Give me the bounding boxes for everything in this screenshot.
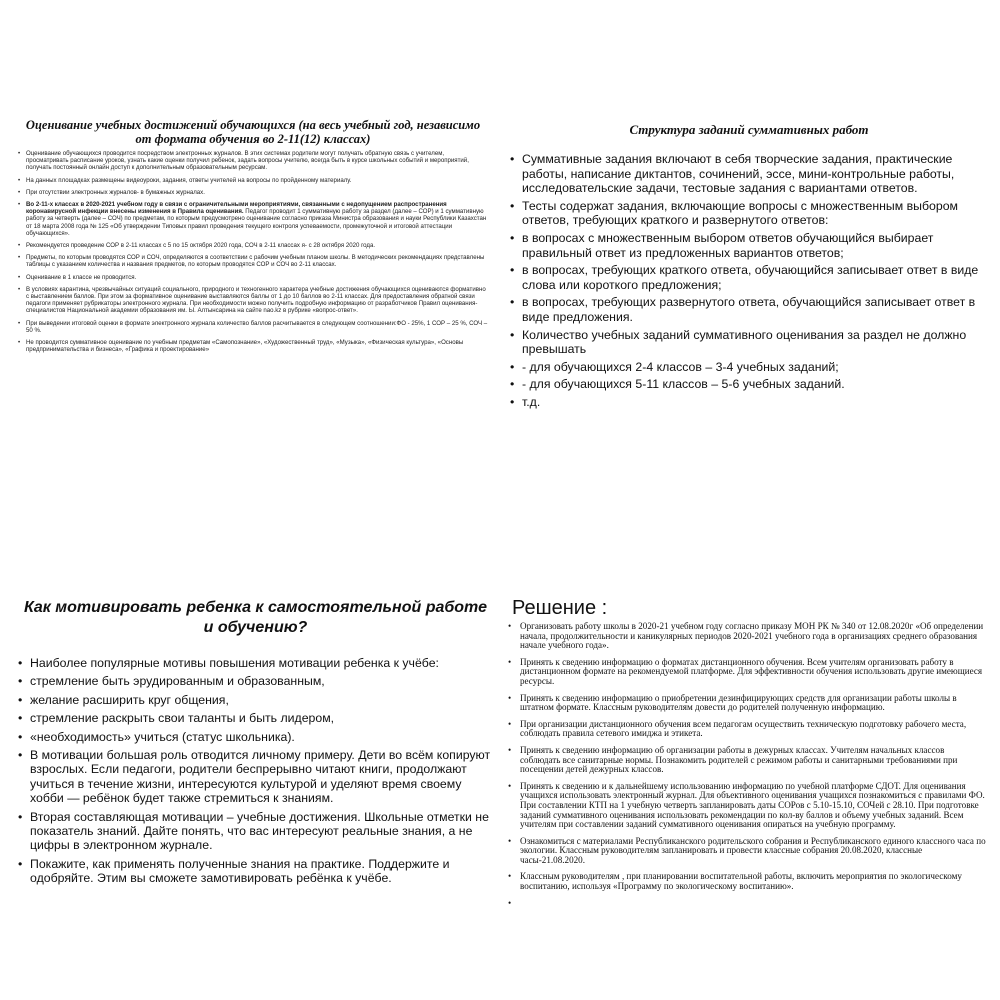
list-item: • Принять к сведению информацию об организации работы в дежурных классах. Учителям начальных классов соблюдать все санитарные нормы. Познакомить родителей с режимом работы и санитарными требованиями при посещении детей дежурных классов. — [506, 746, 986, 775]
bullet-list — [18, 656, 493, 886]
list-item: • Предметы, по которым проводятся СОР и СОЧ, определяются в соответствии с рабочим учебным планом школы. В методических рекомендациях представлены таблицы с указанием количества и названия предметов, по которым проводятся СОР и СОЧ во 2-11 классах. — [18, 254, 488, 268]
list-item: • в вопросах, требующих развернутого ответа, обучающийся записывает ответ в виде предложения. — [510, 295, 988, 324]
list-item: • Организовать работу школы в 2020-21 учебном году согласно приказу МОН РК № 340 от 12.08.2020г «Об определении начала, продолжительности и каникулярных периодов 2020-2021 учебного года в организациях среднего образования начале учебного года». — [506, 622, 986, 651]
list-item: • Ознакомиться с материалами Республиканского родительского собрания и Республиканского единого классного часа по экологии. Классным руководителям запланировать и провести классные собрания 20.08.2020, классные часы-21.08.2020. — [506, 837, 986, 866]
bullet-list — [506, 622, 986, 892]
list-item: • Не проводится суммативное оценивание по учебным предметам «Самопознание», «Художественный труд», «Музыка», «Физическая культура», «Основы предпринимательства и бизнеса», «Графика и проектирование» — [18, 339, 488, 353]
list-item: • в вопросах, требующих краткого ответа, обучающийся записывает ответ в виде слова или короткого предложения; — [510, 263, 988, 292]
list-item: • Суммативные задания включают в себя творческие задания, практические работы, написание диктантов, сочинений, эссе, мини-контрольные работы, исследовательские задачи, тестовые задания с вариантами ответов. — [510, 152, 988, 196]
list-item: • Вторая составляющая мотивации – учебные достижения. Школьные отметки не показатель знаний. Дайте понять, что вас интересуют реальные знания, а не цифры в электронном журнале. — [18, 810, 493, 853]
list-item: • Принять к сведению и к дальнейшему использованию информацию по учебной платформе СДОТ. Для оценивания учащихся использовать электронный журнал. Для объективного оценивания учащихся познакомиться с правилами ФО. При составлении КТП на 1 учебную четверть запланировать даты СОРов с 5.10-15.10, СОЧей с 28.10. При подготовке заданий суммативного оценивания использовать рекомендации по кол-ву баллов и объему учебных заданий. Всем учителям при составлении заданий суммативного оценивания опираться на учебную программу. — [506, 782, 986, 830]
list-item: • Классным руководителям , при планировании воспитательной работы, включить мероприятия по экологическому воспитанию, используя «Программу по экологическому воспитанию». — [506, 872, 986, 891]
list-item: • Рекомендуется проведение СОР в 2-11 классах с 5 по 15 октября 2020 года, СОЧ в 2-11 классах я- с 28 октября 2020 года. — [18, 242, 488, 249]
slide-decision — [506, 596, 986, 892]
list-item: • стремление раскрыть свои таланты и быть лидером, — [18, 711, 493, 725]
list-item: • Принять к сведению информацию о приобретении дезинфицирующих средств для организации работы школы в штатном формате. Классным руководителям довести до родителей полученную информацию. — [506, 694, 986, 713]
list-item: • в вопросах с множественным выбором ответов обучающийся выбирает правильный ответ из предложенных вариантов ответов; — [510, 231, 988, 260]
list-item: • Оценивание обучающихся проводится посредством электронных журналов. В этих системах родители могут получать обратную связь с учителем, просматривать расписание уроков, узнать какие оценки получил ребенок, задать вопросы учителю, всегда быть в курсе школьных событий и мероприятий, получать постоянный онлайн доступ к дополнительным образовательным ресурсам. — [18, 150, 488, 172]
list-item: • При отсутствии электронных журналов- в бумажных журналах. — [18, 189, 488, 196]
list-item: • «необходимость» учиться (статус школьника). — [18, 730, 493, 744]
list-item: • При выведении итоговой оценки в формате электронного журнала количество баллов расчитывается в следующем соотношении:ФО - 25%, 1 СОР – 25 %, СОЧ – 50 %. — [18, 320, 488, 334]
list-item — [18, 201, 488, 237]
list-item: • - для обучающихся 2-4 классов – 3-4 учебных заданий; — [510, 360, 988, 375]
list-item: • Тесты содержат задания, включающие вопросы с множественным выбором ответов, требующих краткого и развернутого ответов: — [510, 199, 988, 228]
slide-title: Как мотивировать ребенка к самостоятельной работе и обучению? — [24, 599, 487, 636]
list-item: • В мотивации большая роль отводится личному примеру. Дети во всём копируют взрослых. Если педагоги, родители беспрерывно читают книги, продолжают учиться в течение жизни, интересуются культурой и уделяют время своему хобби — ребёнок будет также стремиться к знаниям. — [18, 748, 493, 806]
slide-title: Решение : — [512, 597, 608, 619]
slide-title: Оценивание учебных достижений обучающихся (на весь учебный год, независимо от формата обучения во 2-11(12) классах) — [25, 118, 481, 146]
slide-title: Структура заданий суммативных работ — [629, 122, 869, 137]
bullet-list — [18, 150, 488, 353]
list-item: • В условиях карантина, чрезвычайных ситуаций социального, природного и техногенного характера учебные достижения обучающихся оцениваются формативно с выставлением баллов. При этом за формативное оценивание выставляются баллы от 1 до 10 баллов во 2-11 классах. Для предоставления обратной связи педагоги применяет рубрикаторы электронного журнала. При необходимости можно получить подробную информацию от разработчиков Правил оценивания- специалистов Национальной академии образования им. Ы. Алтынсарина на сайте nao.kz в рубрике «вопрос-ответ». — [18, 286, 488, 315]
list-item: • Оценивание в 1 классе не проводится. — [18, 274, 488, 281]
list-item: • желание расширить круг общения, — [18, 693, 493, 707]
slide-assessment — [18, 118, 488, 418]
list-item: • - для обучающихся 5-11 классов – 5-6 учебных заданий. — [510, 377, 988, 392]
bold-text: Во 2-11-х классах в 2020-2021 учебном году в связи с ограничительными мероприятиями, связанными с недопущением распространения коронавирусной инфекции внесены изменения в Правила оценивания. — [26, 201, 447, 216]
bullet-list — [510, 152, 988, 410]
list-item: • Принять к сведению информацию о форматах дистанционного обучения. Всем учителям организовать работу в дистанционном формате на рекомендуемой платформе. Для эффективности обучения использовать другие имеющиеся ресурсы. — [506, 658, 986, 687]
list-item: • т.д. — [510, 395, 988, 410]
slide-summative-structure — [510, 118, 988, 418]
list-item: • На данных площадках размещены видеоуроки, задания, ответы учителей на вопросы по пройденному материалу. — [18, 177, 488, 184]
slide-motivation — [18, 598, 493, 886]
list-item: • Покажите, как применять полученные знания на практике. Поддержите и одобряйте. Этим вы сможете замотивировать ребёнка к учёбе. — [18, 857, 493, 886]
list-item: • стремление быть эрудированным и образованным, — [18, 674, 493, 688]
list-item-text: Педагог проводит 1 суммативную работу за раздел (далее – СОР) и 1 суммативную работу за четверть (далее – СОЧ) по предметам, по которым предусмотрено оценивание согласно приказа Министра образования и науки Республики Казахстан от 18 марта 2008 года № 125 «Об утверждении Типовых правил проведения текущего контроля успеваемости, промежуточной и итоговой аттестации обучающихся». — [26, 208, 487, 237]
list-item: • Количество учебных заданий суммативного оценивания за раздел не должно превышать — [510, 328, 988, 357]
list-item: • Наиболее популярные мотивы повышения мотивации ребенка к учёбе: — [18, 656, 493, 670]
list-item: • При организации дистанционного обучения всем педагогам осуществить техническую подготовку рабочего места, соблюдать правила сетевого имиджа и этикета. — [506, 720, 986, 739]
